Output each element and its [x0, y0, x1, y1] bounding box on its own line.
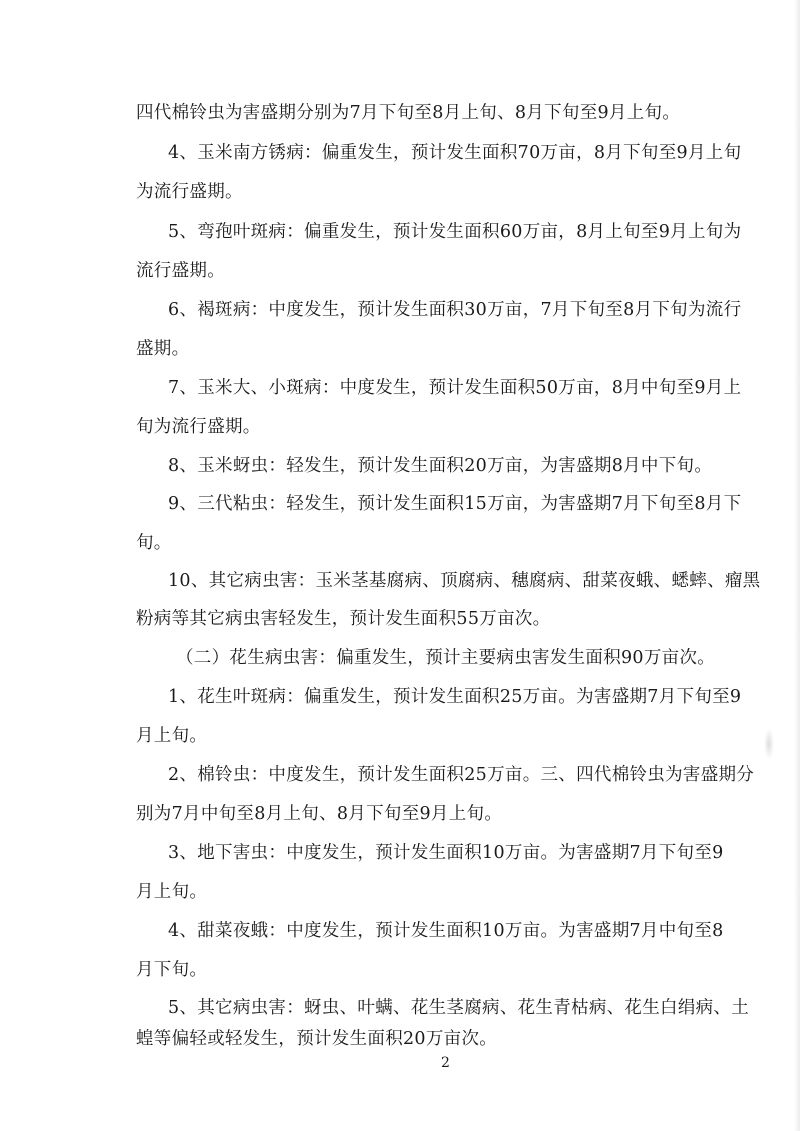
- text-line: 3、地下害虫：中度发生，预计发生面积10万亩。为害盛期7月下旬至9: [168, 843, 724, 863]
- page-edge-shadow: [794, 0, 800, 1131]
- text-line: 旬。: [136, 533, 172, 553]
- text-line: 10、其它病虫害：玉米茎基腐病、顶腐病、穗腐病、甜菜夜蛾、蟋蟀、瘤黑: [168, 571, 761, 591]
- text-line: 盛期。: [136, 339, 190, 359]
- scan-smudge: [764, 728, 774, 760]
- text-line: 4、甜菜夜蛾：中度发生，预计发生面积10万亩。为害盛期7月中旬至8: [168, 921, 724, 941]
- text-line: 别为7月中旬至8月上旬、8月下旬至9月上旬。: [136, 804, 503, 824]
- text-line: 月上旬。: [136, 726, 208, 746]
- text-line: （二）花生病虫害：偏重发生，预计主要病虫害发生面积90万亩次。: [176, 648, 716, 668]
- text-line: 1、花生叶斑病：偏重发生，预计发生面积25万亩。为害盛期7月下旬至9: [168, 687, 742, 707]
- text-line: 粉病等其它病虫害轻发生，预计发生面积55万亩次。: [136, 609, 551, 629]
- text-line: 旬为流行盛期。: [136, 417, 261, 437]
- text-line: 2、棉铃虫：中度发生，预计发生面积25万亩。三、四代棉铃虫为害盛期分: [168, 765, 755, 785]
- text-line: 月下旬。: [136, 960, 208, 980]
- text-line: 四代棉铃虫为害盛期分别为7月下旬至8月上旬、8月下旬至9月上旬。: [136, 103, 681, 123]
- text-line: 9、三代粘虫：轻发生，预计发生面积15万亩，为害盛期7月下旬至8月下: [168, 494, 742, 514]
- text-line: 为流行盛期。: [136, 182, 243, 202]
- text-line: 流行盛期。: [136, 261, 225, 281]
- page-number: 2: [441, 1055, 450, 1071]
- text-line: 6、褐斑病：中度发生，预计发生面积30万亩，7月下旬至8月下旬为流行: [168, 300, 742, 320]
- text-line: 7、玉米大、小斑病：中度发生，预计发生面积50万亩，8月中旬至9月上: [168, 378, 742, 398]
- text-line: 5、其它病虫害：蚜虫、叶螨、花生茎腐病、花生青枯病、花生白绢病、土: [168, 998, 750, 1018]
- text-line: 月上旬。: [136, 882, 208, 902]
- text-line: 4、玉米南方锈病：偏重发生，预计发生面积70万亩，8月下旬至9月上旬: [168, 143, 742, 163]
- text-line: 蝗等偏轻或轻发生，预计发生面积20万亩次。: [136, 1029, 498, 1049]
- text-line: 5、弯孢叶斑病：偏重发生，预计发生面积60万亩，8月上旬至9月上旬为: [168, 222, 742, 242]
- text-line: 8、玉米蚜虫：轻发生，预计发生面积20万亩，为害盛期8月中下旬。: [168, 456, 713, 476]
